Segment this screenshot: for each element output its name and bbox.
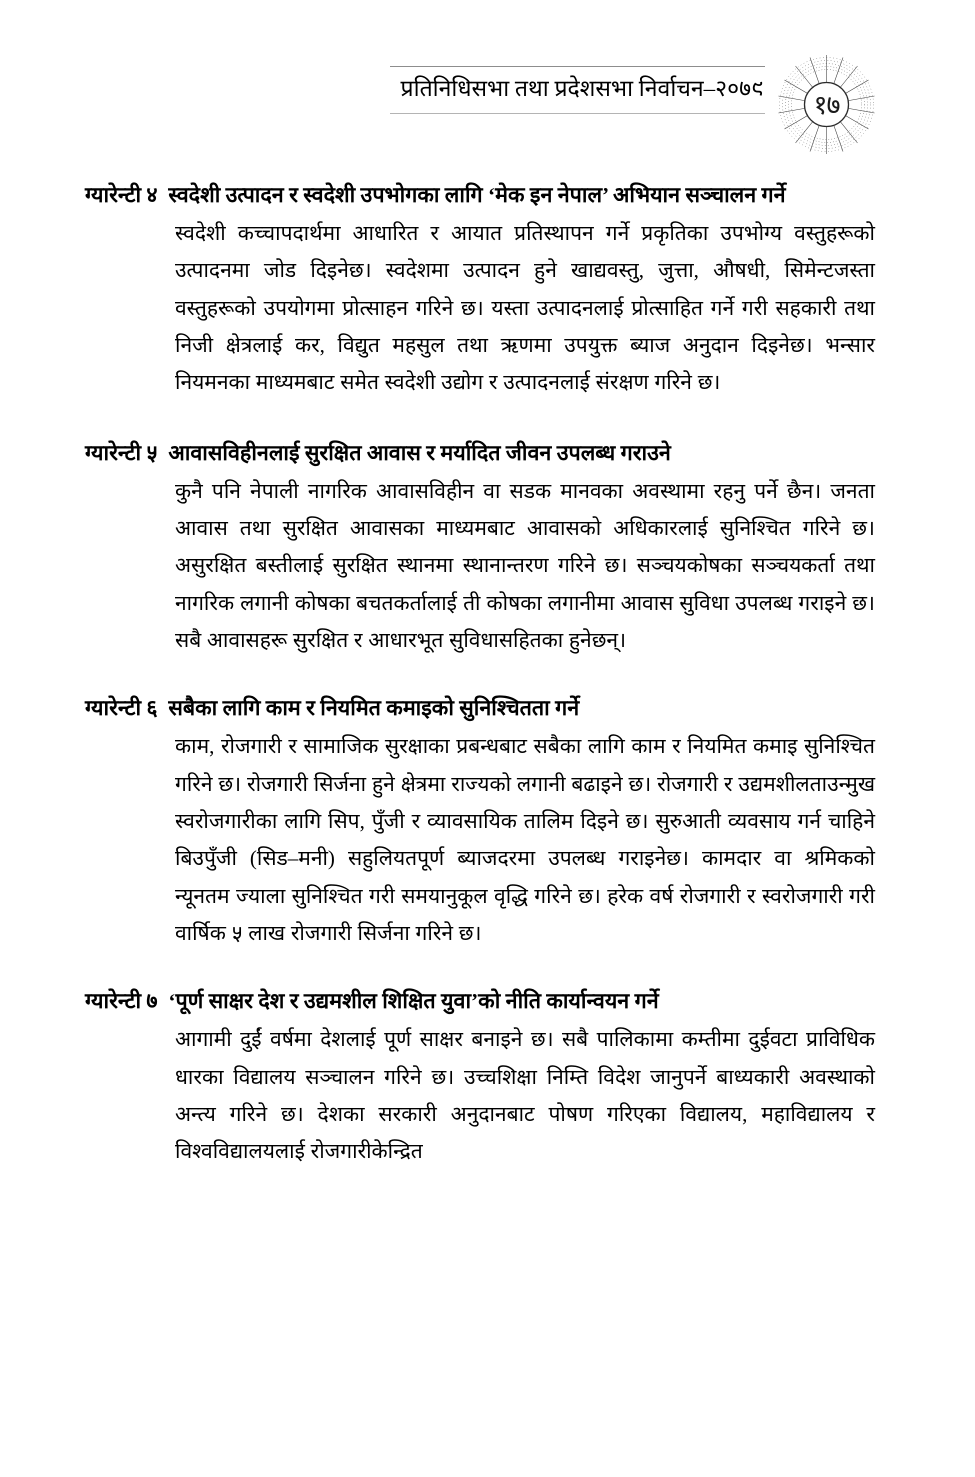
guarantee-7-heading-text: ‘पूर्ण साक्षर देश र उद्यमशील शिक्षित युवा’को नीति कार्यान्वयन गर्ने [168, 989, 659, 1014]
guarantee-4-label: ग्यारेन्टी ४ [85, 183, 158, 207]
guarantee-section-5 [85, 436, 875, 660]
guarantee-6-label: ग्यारेन्टी ६ [85, 696, 158, 721]
guarantee-6-body: काम, रोजगारी र सामाजिक सुरक्षाका प्रबन्धबाट सबैका लागि काम र नियमित कमाइ सुनिश्चित गरिने छ। रोजगारी सिर्जना हुने क्षेत्रमा राज्यको लगानी बढाइने छ। रोजगारी र उद्यमशीलताउन्मुख स्वरोजगारीका लागि सिप, पुँजी र व्यावसायिक तालिम दिइने छ। सुरुआती व्यवसाय गर्न चाहिने बिउपुँजी (सिड–मनी) सहुलियतपूर्ण ब्याजदरमा उपलब्ध गराइनेछ। कामदार वा श्रमिकको न्यूनतम ज्याला सुनिश्चित गरी समयानुकूल वृद्धि गरिने छ। हरेक वर्ष रोजगारी र स्वरोजगारी गरी वार्षिक ५ लाख रोजगारी सिर्जना गरिने छ। [175, 734, 875, 946]
guarantee-7-label: ग्यारेन्टी ७ [85, 989, 158, 1014]
guarantee-5-body: कुनै पनि नेपाली नागरिक आवासविहीन वा सडक मानवका अवस्थामा रहनु पर्ने छैन। जनता आवास तथा सुरक्षित आवासका माध्यमबाट आवासको अधिकारलाई सुनिश्चित गरिने छ। असुरक्षित बस्तीलाई सुरक्षित स्थानमा स्थानान्तरण गरिने छ। सञ्चयकोषका सञ्चयकर्ता तथा नागरिक लगानी कोषका बचतकर्तालाई ती कोषका लगानीमा आवास सुविधा उपलब्ध गराइने छ। सबै आवासहरू सुरक्षित र आधारभूत सुविधासहितका हुनेछन्। [175, 478, 875, 653]
guarantee-5-heading-text: आवासविहीनलाई सुरक्षित आवास र मर्यादित जीवन उपलब्ध गराउने [168, 440, 671, 465]
page-title: प्रतिनिधिसभा तथा प्रदेशसभा निर्वाचन–२०७९ [400, 76, 763, 101]
document-body [85, 178, 875, 1171]
guarantee-4-heading-text: स्वदेशी उत्पादन र स्वदेशी उपभोगका लागि ‘मेक इन नेपाल’ अभियान सञ्चालन गर्ने [168, 183, 786, 207]
guarantee-7-body: आगामी दुईं वर्षमा देशलाई पूर्ण साक्षर बनाइने छ। सबै पालिकामा कम्तीमा दुईवटा प्राविधिक धारका विद्यालय सञ्चालन गरिने छ। उच्चशिक्षा निम्ति विदेश जानुपर्ने बाध्यकारी अवस्थाको अन्त्य गरिने छ। देशका सरकारी अनुदानबाट पोषण गरिएका विद्यालय, महाविद्यालय र विश्वविद्यालयलाई रोजगारीकेन्द्रित [175, 1027, 875, 1164]
guarantee-5-heading [85, 436, 875, 471]
guarantee-7-heading [85, 984, 875, 1019]
guarantee-6-heading [85, 691, 875, 726]
page-number-badge [775, 53, 878, 156]
guarantee-4-body: स्वदेशी कच्चापदार्थमा आधारित र आयात प्रतिस्थापन गर्ने प्रकृतिका उपभोग्य वस्तुहरूको उत्पादनमा जोड दिइनेछ। स्वदेशमा उत्पादन हुने खाद्यवस्तु, जुत्ता, औषधी, सिमेन्टजस्ता वस्तुहरूको उपयोगमा प्रोत्साहन गरिने छ। यस्ता उत्पादनलाई प्रोत्साहित गर्ने गरी सहकारी तथा निजी क्षेत्रलाई कर, विद्युत महसुल तथा ऋणमा उपयुक्त ब्याज अनुदान दिइनेछ। भन्सार नियमनका माध्यमबाट समेत स्वदेशी उद्योग र उत्पादनलाई संरक्षण गरिने छ। [175, 220, 875, 395]
page-number: १७ [813, 90, 840, 120]
guarantee-5-label: ग्यारेन्टी ५ [85, 440, 158, 465]
guarantee-4-heading [85, 178, 875, 213]
guarantee-6-heading-text: सबैका लागि काम र नियमित कमाइको सुनिश्चितता गर्ने [168, 696, 580, 721]
header-title-block [390, 66, 765, 114]
guarantee-section-6 [85, 691, 875, 952]
guarantee-section-7 [85, 984, 875, 1170]
guarantee-section-4 [85, 178, 875, 402]
header-rule-bottom [390, 113, 765, 114]
